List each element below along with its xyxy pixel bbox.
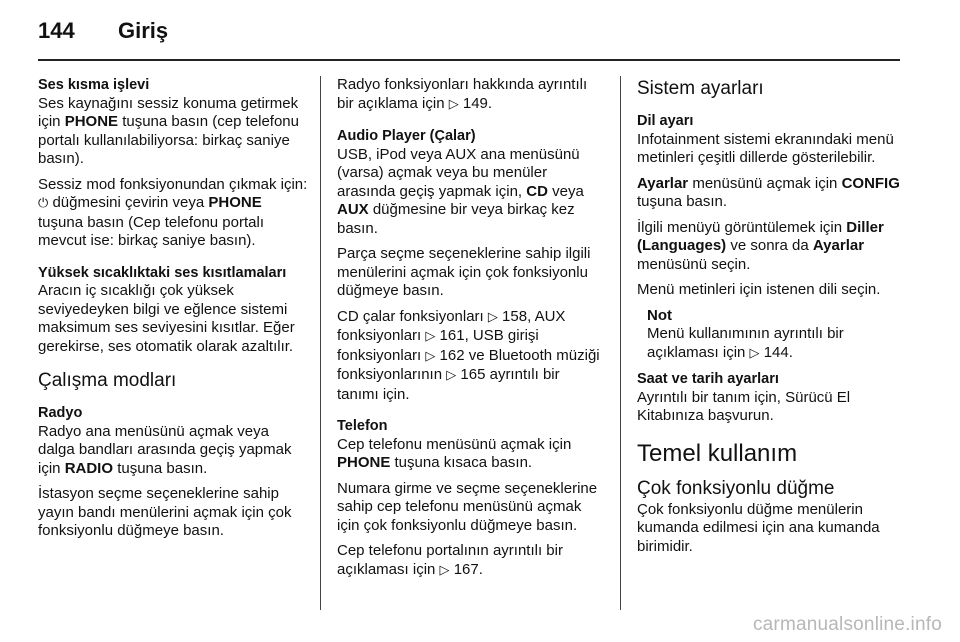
page-number: 144 bbox=[38, 18, 75, 43]
para-language-1: Infotainment sistemi ekranındaki menü metinleri çeşitli dillerde gösterilebilir. bbox=[637, 130, 894, 166]
page-ref-icon: ▷ bbox=[446, 368, 457, 383]
page-title: Giriş bbox=[118, 18, 169, 43]
para-language-3: İlgili menüyü görüntülemek için Diller (Languages) ve sonra da Ayarlar menüsünü seçin. bbox=[637, 218, 884, 273]
column-divider-1 bbox=[320, 76, 321, 610]
para-mute-1: Ses kaynağını sessiz konuma getirmek için PHONE tuşuna basın (cep telefonu portalı kullanılabiliyorsa: birkaç saniye basın). bbox=[38, 94, 299, 167]
para-audio-1: USB, iPod veya AUX ana menüsünü (varsa) açmak veya bu menüler arasında geçiş yapmak için, CD veya AUX düğmesine bir veya birkaç kez basın. bbox=[337, 145, 584, 237]
page-ref-icon: ▷ bbox=[439, 562, 450, 578]
section-operating-modes: Çalışma modları bbox=[38, 370, 177, 391]
page-ref-icon: ▷ bbox=[487, 309, 498, 325]
para-radio-1: Radyo ana menüsünü açmak veya dalga bandları arasında geçiş yapmak için RADIO tuşuna basın. bbox=[38, 422, 292, 477]
para-audio-3: CD çalar fonksiyonları ▷ 158, AUX fonksiyonları ▷ 161, USB girişi fonksiyonları ▷ 162 ve Bluetooth müziği fonksiyonlarının ▷ 165 ayrıntılı bir tanımı için. bbox=[337, 307, 600, 403]
heading-radio: Radyo bbox=[38, 405, 83, 421]
page-ref-icon: ▷ bbox=[749, 345, 760, 361]
para-temperature: Aracın iç sıcaklığı çok yüksek seviyedeyken bilgi ve eğlence sistemi maksimum ses seviyesini kısıtlar. Eğer gerekirse, ses otomatik olarak azaltılır. bbox=[38, 282, 295, 355]
heading-mute: Ses kısma işlevi bbox=[38, 77, 150, 93]
para-language-2: Ayarlar menüsünü açmak için CONFIG tuşuna basın. bbox=[637, 174, 900, 210]
heading-time-date: Saat ve tarih ayarları bbox=[637, 371, 779, 387]
para-time-date: Ayrıntılı bir tanım için, Sürücü El Kitabınıza başvurun. bbox=[637, 388, 851, 424]
heading-language: Dil ayarı bbox=[637, 113, 694, 129]
heading-temperature: Yüksek sıcaklıktaki ses kısıtlamaları bbox=[38, 264, 287, 281]
power-knob-icon: ⏻ bbox=[38, 196, 49, 211]
heading-multifunction-knob: Çok fonksiyonlu düğme bbox=[637, 477, 835, 499]
chapter-basic-use: Temel kullanım bbox=[637, 439, 798, 467]
column-left bbox=[38, 76, 308, 548]
para-radio-ref: Radyo fonksiyonları hakkında ayrıntılı bir açıklama için ▷ 149. bbox=[337, 76, 588, 112]
note-text: Menü kullanımının ayrıntılı bir açıklaması için ▷ 144. bbox=[647, 325, 844, 361]
para-language-4: Menü metinleri için istenen dili seçin. bbox=[637, 281, 881, 298]
page-ref-icon: ▷ bbox=[425, 348, 436, 364]
section-system-settings: Sistem ayarları bbox=[637, 78, 764, 99]
column-divider-2 bbox=[620, 76, 621, 610]
para-phone-3: Cep telefonu portalının ayrıntılı bir açıklaması için ▷ 167. bbox=[337, 542, 563, 578]
para-radio-2: İstasyon seçme seçeneklerine sahip yayın bandı menülerini açmak için çok fonksiyonlu düğmeye basın. bbox=[38, 485, 292, 539]
note-box bbox=[647, 307, 903, 364]
page-ref-icon: ▷ bbox=[448, 96, 459, 112]
header-rule bbox=[38, 59, 900, 61]
para-mute-2: Sessiz mod fonksiyonundan çıkmak için: ⏻ düğmesini çevirin veya PHONE tuşuna basın (Cep telefonu portalı mevcut ise: birkaç saniye basın). bbox=[38, 175, 308, 249]
heading-audio-player: Audio Player (Çalar) bbox=[337, 128, 476, 144]
heading-phone: Telefon bbox=[337, 418, 388, 434]
para-multifunction-knob: Çok fonksiyonlu düğme menülerin kumanda edilmesi için ana kumanda birimidir. bbox=[637, 500, 880, 555]
note-label: Not bbox=[647, 306, 672, 324]
watermark: carmanualsonline.info bbox=[752, 614, 942, 635]
column-right bbox=[637, 76, 903, 563]
page-ref-icon: ▷ bbox=[425, 329, 436, 344]
para-audio-2: Parça seçme seçeneklerine sahip ilgili menülerini açmak için çok fonksiyonlu düğmeye basın. bbox=[337, 245, 591, 299]
para-phone-2: Numara girme ve seçme seçeneklerine sahip cep telefonu menüsünü açmak için çok fonksiyonlu düğmeye basın. bbox=[337, 479, 598, 534]
para-phone-1: Cep telefonu menüsünü açmak için PHONE tuşuna kısaca basın. bbox=[337, 435, 572, 471]
column-middle bbox=[337, 76, 605, 587]
